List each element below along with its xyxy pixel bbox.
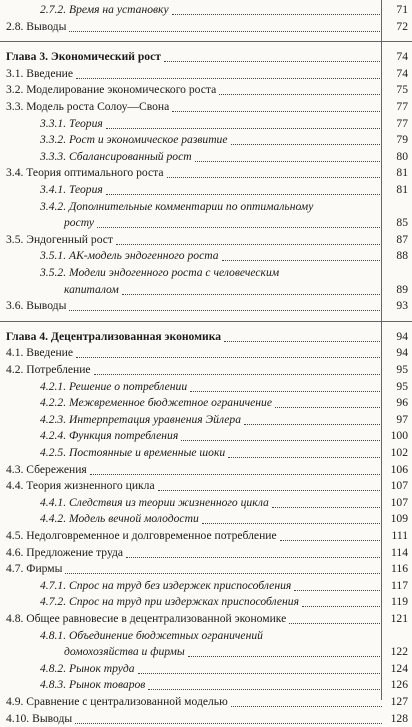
page-number: 95 — [396, 379, 408, 393]
toc-entry-title: 4.5. Недолговременное и долговременное потребление — [6, 529, 277, 542]
dot-leader — [69, 31, 382, 32]
page-number: 77 — [396, 116, 408, 130]
dot-leader — [97, 227, 382, 228]
toc-entry[interactable] — [0, 395, 412, 411]
page-number: 85 — [396, 216, 408, 230]
toc-entry[interactable] — [0, 182, 412, 198]
dot-leader — [122, 294, 382, 295]
toc-entry[interactable] — [0, 362, 412, 378]
dot-leader — [224, 341, 382, 342]
toc-entry[interactable] — [0, 628, 412, 644]
dot-leader — [294, 590, 382, 591]
toc-entry[interactable] — [0, 594, 412, 610]
dot-leader — [231, 144, 382, 145]
toc-entry-title: 3.6. Выводы — [6, 299, 67, 313]
dot-leader — [275, 407, 382, 408]
page-number: 100 — [390, 429, 408, 443]
dot-leader — [172, 111, 382, 112]
dot-leader — [181, 440, 382, 441]
toc-entry-title: Глава 4. Децентрализованная экономика — [6, 329, 222, 343]
toc-entry[interactable] — [0, 578, 412, 594]
toc-entry-title: 4.1. Введение — [6, 346, 74, 360]
toc-entry-title: 3.5. Эндогенный рост — [6, 232, 113, 246]
page-number: 79 — [396, 133, 408, 147]
toc-entry[interactable] — [0, 149, 412, 165]
toc-entry-title: 4.2.1. Решение о потреблении — [40, 379, 188, 393]
toc-entry[interactable] — [0, 2, 412, 18]
toc-entry-title: 4.9. Сравнение с централизованной моделью — [6, 695, 228, 708]
toc-entry-title: 3.1. Введение — [6, 66, 74, 80]
toc-entry[interactable] — [0, 661, 412, 677]
dot-leader — [272, 507, 382, 508]
toc-entry[interactable] — [0, 82, 412, 98]
dot-leader — [167, 177, 382, 178]
toc-entry-title: 4.6. Предложение труда — [6, 545, 124, 559]
toc-entry[interactable] — [0, 644, 412, 660]
toc-entry-title: 3.4. Теория оптимального роста — [6, 166, 164, 180]
page-column-divider — [381, 0, 382, 700]
toc-entry-title: 3.2. Моделирование экономического роста — [6, 83, 217, 97]
toc-entry[interactable] — [0, 495, 412, 511]
page-number: 75 — [396, 83, 408, 97]
toc-entry[interactable] — [0, 132, 412, 148]
toc-entry-title: 3.5.1. АК-модель эндогенного роста — [40, 249, 219, 263]
page-number: 77 — [396, 100, 408, 113]
section-divider — [0, 321, 412, 322]
page-number: 119 — [391, 595, 408, 609]
page-number: 124 — [390, 661, 408, 675]
toc-entry-title: 4.8. Общее равновесие в децентрализованной экономике — [6, 612, 287, 625]
dot-leader — [148, 689, 382, 690]
page-number: 72 — [396, 19, 408, 33]
page-number: 81 — [396, 183, 408, 196]
page-number: 106 — [390, 462, 408, 476]
dot-leader — [76, 357, 382, 358]
page-number: 128 — [390, 711, 408, 725]
page-number: 122 — [390, 645, 408, 659]
dot-leader — [228, 457, 382, 458]
page-number: 102 — [390, 446, 408, 459]
toc-entry-title: 3.3.1. Теория — [40, 116, 103, 130]
toc-entry-title: 4.3. Сбережения — [6, 462, 87, 476]
toc-entry-title: 3.4.2. Дополнительные комментарии по оптимальному — [40, 199, 314, 213]
dot-leader — [172, 14, 382, 15]
dot-leader — [69, 310, 382, 311]
toc-entry-title: 4.7.2. Спрос на труд при издержках приспособления — [40, 595, 299, 609]
toc-entry-title: росту — [64, 216, 94, 230]
page-number: 94 — [396, 346, 408, 360]
chapter-heading[interactable] — [0, 329, 412, 345]
toc-entry[interactable] — [0, 412, 412, 428]
dot-leader — [188, 656, 382, 657]
dot-leader — [126, 557, 382, 558]
dot-leader — [195, 161, 382, 162]
dot-leader — [164, 61, 382, 62]
page-number: 81 — [396, 166, 408, 180]
toc-entry-title: 4.2. Потребление — [6, 363, 91, 376]
toc-entry-title: 4.7. Фирмы — [6, 562, 63, 576]
dot-leader — [138, 673, 382, 674]
toc-entry[interactable] — [0, 248, 412, 264]
toc-entry[interactable] — [0, 199, 412, 215]
toc-entry-title: 2.7.2. Время на установку — [40, 3, 169, 16]
toc-entry[interactable] — [0, 711, 412, 727]
toc-entry[interactable] — [0, 379, 412, 395]
toc-entry-title: 4.2.2. Межвременное бюджетное ограничение — [40, 396, 272, 410]
page-number: 107 — [390, 479, 408, 493]
page-number: 126 — [390, 678, 408, 692]
toc-entry-title: 4.8.3. Рынок товаров — [40, 678, 146, 692]
toc-entry[interactable] — [0, 298, 412, 314]
page-number: 71 — [396, 3, 408, 16]
toc-entry[interactable] — [0, 478, 412, 494]
toc-entry[interactable] — [0, 462, 412, 478]
toc-entry[interactable] — [0, 694, 412, 710]
dot-leader — [65, 573, 382, 574]
toc-entry[interactable] — [0, 677, 412, 693]
toc-entry-title: 3.4.1. Теория — [40, 183, 103, 196]
dot-leader — [106, 194, 382, 195]
toc-entry-title: 2.8. Выводы — [6, 19, 67, 33]
dot-leader — [302, 606, 382, 607]
toc-entry-title: 4.10. Выводы — [6, 711, 73, 725]
toc-entry[interactable] — [0, 345, 412, 361]
toc-entry-title: 4.4.2. Модель вечной молодости — [40, 512, 199, 526]
toc-entry[interactable] — [0, 428, 412, 444]
toc-entry[interactable] — [0, 528, 412, 544]
dot-leader — [106, 128, 382, 129]
dot-leader — [116, 244, 382, 245]
section-divider — [0, 41, 412, 42]
toc-entry[interactable] — [0, 545, 412, 561]
page-number: 95 — [396, 363, 408, 376]
toc-entry[interactable] — [0, 282, 412, 298]
toc-entry-title: 4.8.1. Объединение бюджетных ограничений — [40, 628, 263, 642]
dot-leader — [222, 260, 382, 261]
page-number: 96 — [396, 396, 408, 410]
page-number: 89 — [396, 282, 408, 296]
dot-leader — [158, 490, 382, 491]
toc-entry[interactable] — [0, 445, 412, 461]
toc-entry-title: 4.2.5. Постоянные и временные шоки — [40, 446, 226, 459]
toc-entry[interactable] — [0, 265, 412, 281]
toc-entry[interactable] — [0, 511, 412, 527]
chapter-heading[interactable] — [0, 49, 412, 65]
page-number: 97 — [396, 412, 408, 426]
toc-entry-title: капиталом — [64, 282, 119, 296]
page-number: 116 — [391, 562, 408, 576]
toc-entry-title: Глава 3. Экономический рост — [6, 50, 161, 64]
dot-leader — [280, 540, 382, 541]
toc-entry-title: 4.2.4. Функция потребления — [40, 429, 179, 443]
toc-entry-title: 4.7.1. Спрос на труд без издержек приспособления — [40, 578, 292, 592]
page-number: 74 — [396, 50, 408, 64]
toc-entry[interactable] — [0, 99, 412, 115]
toc-entry-title: 3.3.3. Сбалансированный рост — [40, 149, 192, 163]
page-number: 80 — [396, 149, 408, 163]
page-number: 127 — [390, 695, 408, 708]
dot-leader — [75, 723, 382, 724]
dot-leader — [289, 623, 382, 624]
page-number: 74 — [396, 66, 408, 80]
toc-entry-title: 4.4. Теория жизненного цикла — [6, 479, 155, 493]
toc-entry[interactable] — [0, 215, 412, 231]
page-number: 117 — [391, 578, 408, 592]
toc-entry[interactable] — [0, 116, 412, 132]
page-number: 94 — [396, 329, 408, 343]
toc-entry[interactable] — [0, 165, 412, 181]
page-number: 109 — [390, 512, 408, 526]
dot-leader — [190, 391, 382, 392]
page-number: 88 — [396, 249, 408, 263]
toc-entry-title: 4.8.2. Рынок труда — [40, 661, 135, 675]
page-number: 93 — [396, 299, 408, 313]
toc-entry[interactable] — [0, 611, 412, 627]
page-number: 107 — [390, 495, 408, 509]
dot-leader — [90, 474, 382, 475]
toc-entry-title: домохозяйства и фирмы — [64, 645, 185, 659]
toc-entry[interactable] — [0, 561, 412, 577]
toc-entry-title: 3.3. Модель роста Солоу—Свона — [6, 100, 170, 113]
toc-entry[interactable] — [0, 19, 412, 35]
toc-entry-title: 4.4.1. Следствия из теории жизненного цикла — [40, 495, 269, 509]
dot-leader — [76, 78, 382, 79]
page-number: 111 — [391, 529, 408, 542]
dot-leader — [231, 706, 382, 707]
page-number: 87 — [396, 232, 408, 246]
dot-leader — [244, 424, 382, 425]
toc-entry[interactable] — [0, 66, 412, 82]
toc-entry-title: 3.3.2. Рост и экономическое развитие — [40, 133, 228, 147]
dot-leader — [94, 374, 382, 375]
toc-entry-title: 3.5.2. Модели эндогенного роста с человеческим — [40, 266, 280, 279]
toc-entry-title: 4.2.3. Интерпретация уравнения Эйлера — [40, 412, 242, 426]
page-number: 114 — [391, 545, 408, 559]
toc-entry[interactable] — [0, 232, 412, 248]
dot-leader — [202, 523, 382, 524]
dot-leader — [219, 94, 382, 95]
page-number: 121 — [390, 612, 408, 625]
